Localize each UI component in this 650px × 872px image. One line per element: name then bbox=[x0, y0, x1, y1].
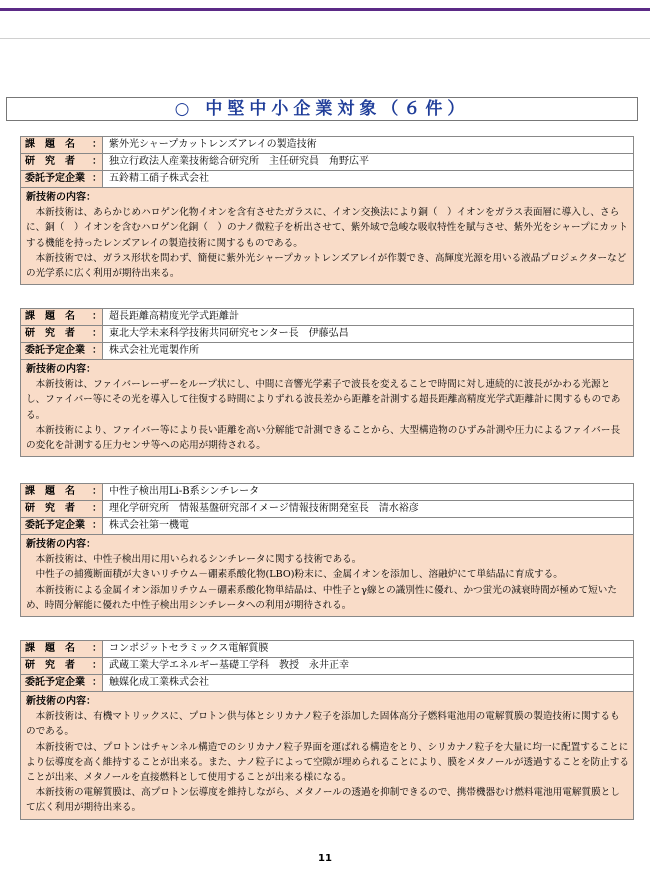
content-heading: 新技術の内容： bbox=[26, 192, 96, 203]
content-paragraph: 本新技術では、プロトンはチャンネル構造でのシリカナノ粒子界面を運ばれる構造をとり、シリカナノ粒子を大量に均一に配置することにより伝導度を高く維持することが出来る。また、ナノ粒子によって空隙が埋められることにより、膜をメタノールが透過することを防止することが出来、メタノールを直接燃料として使用することが出来る様になる。 bbox=[26, 741, 629, 784]
title-label: 課 題 名 ： bbox=[21, 641, 103, 657]
researcher-value: 武蔵工業大学エネルギー基礎工学科 教授 永井正幸 bbox=[109, 660, 349, 671]
content-paragraph: 本新技術は、有機マトリックスに、プロトン供与体とシリカナノ粒子を添加した固体高分子燃料電池用の電解質膜の製造技術に関するものである。 bbox=[26, 711, 620, 738]
page-number: 11 bbox=[318, 853, 332, 864]
company-value: 株式会社光電製作所 bbox=[109, 345, 199, 356]
header-accent-bar bbox=[0, 8, 650, 11]
company-row bbox=[21, 675, 633, 692]
researcher-label: 研 究 者 ： bbox=[21, 154, 103, 170]
researcher-row bbox=[21, 501, 633, 518]
company-value: 触媒化成工業株式会社 bbox=[109, 677, 209, 688]
project-card bbox=[20, 136, 634, 285]
title-row bbox=[21, 137, 633, 154]
title-row bbox=[21, 309, 633, 326]
content-paragraph: 本新技術では、ガラス形状を問わず、簡便に紫外光シャープカットレンズアレイが作製でき、高輝度光源を用いる液晶プロジェクターなどの光学系に広く利用が期待出来る。 bbox=[26, 252, 627, 280]
company-label: 委託予定企業 ： bbox=[21, 343, 103, 359]
company-value: 五鈴精工硝子株式会社 bbox=[109, 173, 209, 184]
researcher-row bbox=[21, 658, 633, 675]
section-title: ○ 中堅中小企業対象（６件） bbox=[174, 99, 470, 119]
content-paragraph: 本新技術は、ファイバーレーザーをループ状にし、中間に音響光学素子で波長を変えることで時間に対し連続的に波長がかわる光源とし、ファイバー等にその光を導入して往復する時間によりずれる波長差から距離を計測する超長距離高精度光学式距離計に関するものである。 bbox=[26, 379, 621, 421]
project-card bbox=[20, 640, 634, 820]
company-value: 株式会社第一機電 bbox=[109, 520, 189, 531]
title-label: 課 題 名 ： bbox=[21, 309, 103, 325]
title-row bbox=[21, 484, 633, 501]
company-label: 委託予定企業 ： bbox=[21, 518, 103, 534]
researcher-row bbox=[21, 154, 633, 171]
company-label: 委託予定企業 ： bbox=[21, 675, 103, 691]
content-block bbox=[21, 188, 633, 284]
researcher-value: 理化学研究所 情報基盤研究部イメージ情報技術開発室長 清水裕彦 bbox=[109, 503, 419, 514]
content-paragraph: 本新技術は、あらかじめハロゲン化物イオンを含有させたガラスに、イオン交換法により銅（ ）イオンをガラス表面層に導入し、さらに、銅（ ）イオンを含むハロゲン化銅（ ）のナノ微粒子を析出させて、紫外域で急峻な吸収特性を賦与させ、紫外光をシャープにカットする機能を持ったレンズアレイの製造技術に関するものである。 bbox=[26, 207, 629, 249]
researcher-value: 東北大学未来科学技術共同研究センター長 伊藤弘昌 bbox=[109, 328, 349, 339]
content-block bbox=[21, 360, 633, 456]
content-heading: 新技術の内容： bbox=[26, 539, 96, 550]
project-title: コンポジットセラミックス電解質膜 bbox=[109, 643, 269, 654]
company-row bbox=[21, 171, 633, 188]
project-card bbox=[20, 483, 634, 617]
content-block bbox=[21, 535, 633, 616]
researcher-label: 研 究 者 ： bbox=[21, 326, 103, 342]
company-row bbox=[21, 518, 633, 535]
content-paragraph: 中性子の捕獲断面積が大きいリチウム－硼素系酸化物(LBO)粉末に、金属イオンを添加し、溶融炉にて単結晶に育成する。 bbox=[35, 569, 563, 581]
project-title: 紫外光シャープカットレンズアレイの製造技術 bbox=[109, 139, 317, 150]
researcher-label: 研 究 者 ： bbox=[21, 501, 103, 517]
content-heading: 新技術の内容： bbox=[26, 696, 96, 707]
title-row bbox=[21, 641, 633, 658]
header-divider bbox=[0, 38, 650, 39]
content-block bbox=[21, 692, 633, 819]
content-paragraph: 本新技術により、ファイバー等により長い距離を高い分解能で計測できることから、大型構造物のひずみ計測や圧力によるファイバー長の変化を計測する圧力センサ等への応用が期待される。 bbox=[26, 424, 621, 452]
company-label: 委託予定企業 ： bbox=[21, 171, 103, 187]
content-heading: 新技術の内容： bbox=[26, 364, 96, 375]
content-paragraph: 本新技術の電解質膜は、高プロトン伝導度を維持しながら、メタノールの透過を抑制できるので、携帯機器むけ燃料電池用電解質膜として広く利用が期待出来る。 bbox=[26, 787, 620, 814]
researcher-label: 研 究 者 ： bbox=[21, 658, 103, 674]
title-label: 課 題 名 ： bbox=[21, 484, 103, 500]
researcher-row bbox=[21, 326, 633, 343]
researcher-value: 独立行政法人産業技術総合研究所 主任研究員 角野広平 bbox=[109, 156, 369, 167]
section-title-box bbox=[6, 97, 638, 121]
company-row bbox=[21, 343, 633, 360]
title-label: 課 題 名 ： bbox=[21, 137, 103, 153]
project-title: 超長距離高精度光学式距離計 bbox=[109, 311, 239, 322]
project-title: 中性子検出用Li-B系シンチレータ bbox=[109, 486, 260, 497]
project-card bbox=[20, 308, 634, 457]
content-paragraph: 本新技術による金属イオン添加リチウム－硼素系酸化物単結晶は、中性子とγ線との識別性に優れ、かつ蛍光の減衰時間が極めて短いため、時間分解能に優れた中性子検出用シンチレータへの利用が期待される。 bbox=[26, 584, 617, 611]
content-paragraph: 本新技術は、中性子検出用に用いられるシンチレータに関する技術である。 bbox=[35, 554, 362, 566]
